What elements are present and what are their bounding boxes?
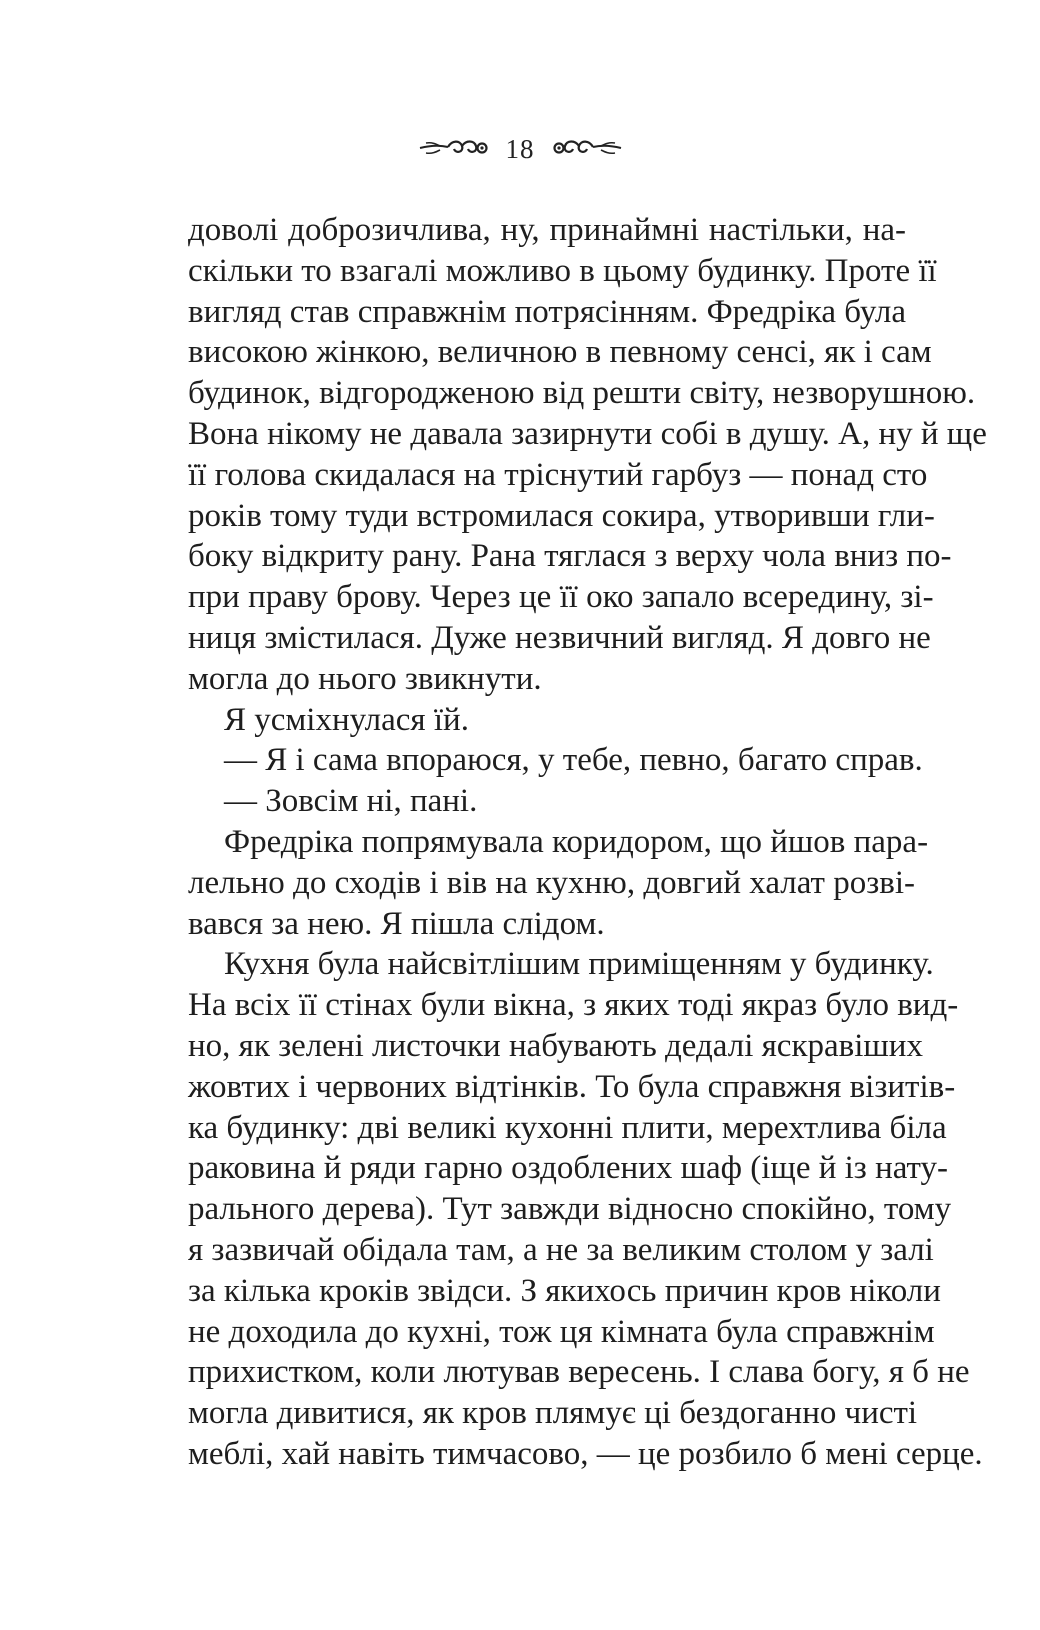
text-line: будинок, відгородженою від решти світу, незворушною. [188, 375, 976, 412]
text-line: років тому туди встромилася сокира, утворивши гли- [188, 497, 935, 534]
text-line: Вона нікому не давала зазирнути собі в душу. А, ну й ще [188, 415, 987, 452]
text-line: при праву брову. Через це її око запало всередину, зі- [188, 579, 934, 616]
text-line: ниця змістилася. Дуже незвичний вигляд. Я довго не [188, 619, 931, 656]
running-head [0, 128, 1040, 168]
text-line: я зазвичай обідала там, а не за великим столом у залі [188, 1231, 934, 1268]
text-line: Я усміхнулася їй. [224, 701, 469, 738]
text-line: Кухня була найсвітлішим приміщенням у будинку. [224, 946, 934, 983]
dialogue-line: — Я і сама впораюся, у тебе, певно, багато справ. [224, 742, 923, 779]
text-line: ка будинку: дві великі кухонні плити, мерехтлива біла [188, 1109, 947, 1146]
text-line: могла до нього звикнути. [188, 660, 542, 697]
text-line: не доходила до кухні, тож ця кімната була справжнім [188, 1313, 935, 1350]
body-text [188, 210, 987, 1475]
flourish-right-icon [553, 136, 623, 160]
dialogue-line: — Зовсім ні, пані. [224, 783, 478, 820]
text-line: рального дерева). Тут завжди відносно спокійно, тому [188, 1191, 952, 1228]
text-line: меблі, хай навіть тимчасово, — це розбило б мені серце. [188, 1435, 983, 1472]
text-line: могла дивитися, як кров плямує ці бездоганно чисті [188, 1395, 918, 1432]
text-line: високою жінкою, величною в певному сенсі, як і сам [188, 334, 932, 371]
text-line: но, як зелені листочки набувають дедалі яскравіших [188, 1027, 923, 1064]
page-number: 18 [505, 133, 535, 164]
text-line: за кілька кроків звідси. З якихось причин кров ніколи [188, 1272, 941, 1309]
text-line: Фредріка попрямувала коридором, що йшов пара- [224, 823, 929, 860]
text-line: вався за нею. Я пішла слідом. [188, 905, 605, 942]
text-line: На всіх її стінах були вікна, з яких тоді якраз було вид- [188, 987, 959, 1024]
text-line: лельно до сходів і вів на кухню, довгий халат розві- [188, 864, 915, 901]
text-line: вигляд став справжнім потрясінням. Фредріка була [188, 293, 906, 330]
text-line: її голова скидалася на тріснутий гарбуз — понад сто [188, 456, 928, 493]
text-line: скільки то взагалі можливо в цьому будинку. Проте її [188, 252, 937, 289]
text-line: раковина й ряди гарно оздоблених шаф (іще й із нату- [188, 1150, 949, 1187]
text-line: доволі доброзичлива, ну, принаймні настільки, на- [188, 212, 906, 248]
text-line: жовтих і червоних відтінків. То була справжня візитів- [188, 1068, 956, 1105]
text-line: боку відкриту рану. Рана тяглася з верху чола вниз по- [188, 538, 952, 575]
flourish-left-icon [418, 136, 488, 160]
text-line: прихистком, коли лютував вересень. І слава богу, я б не [188, 1354, 970, 1391]
